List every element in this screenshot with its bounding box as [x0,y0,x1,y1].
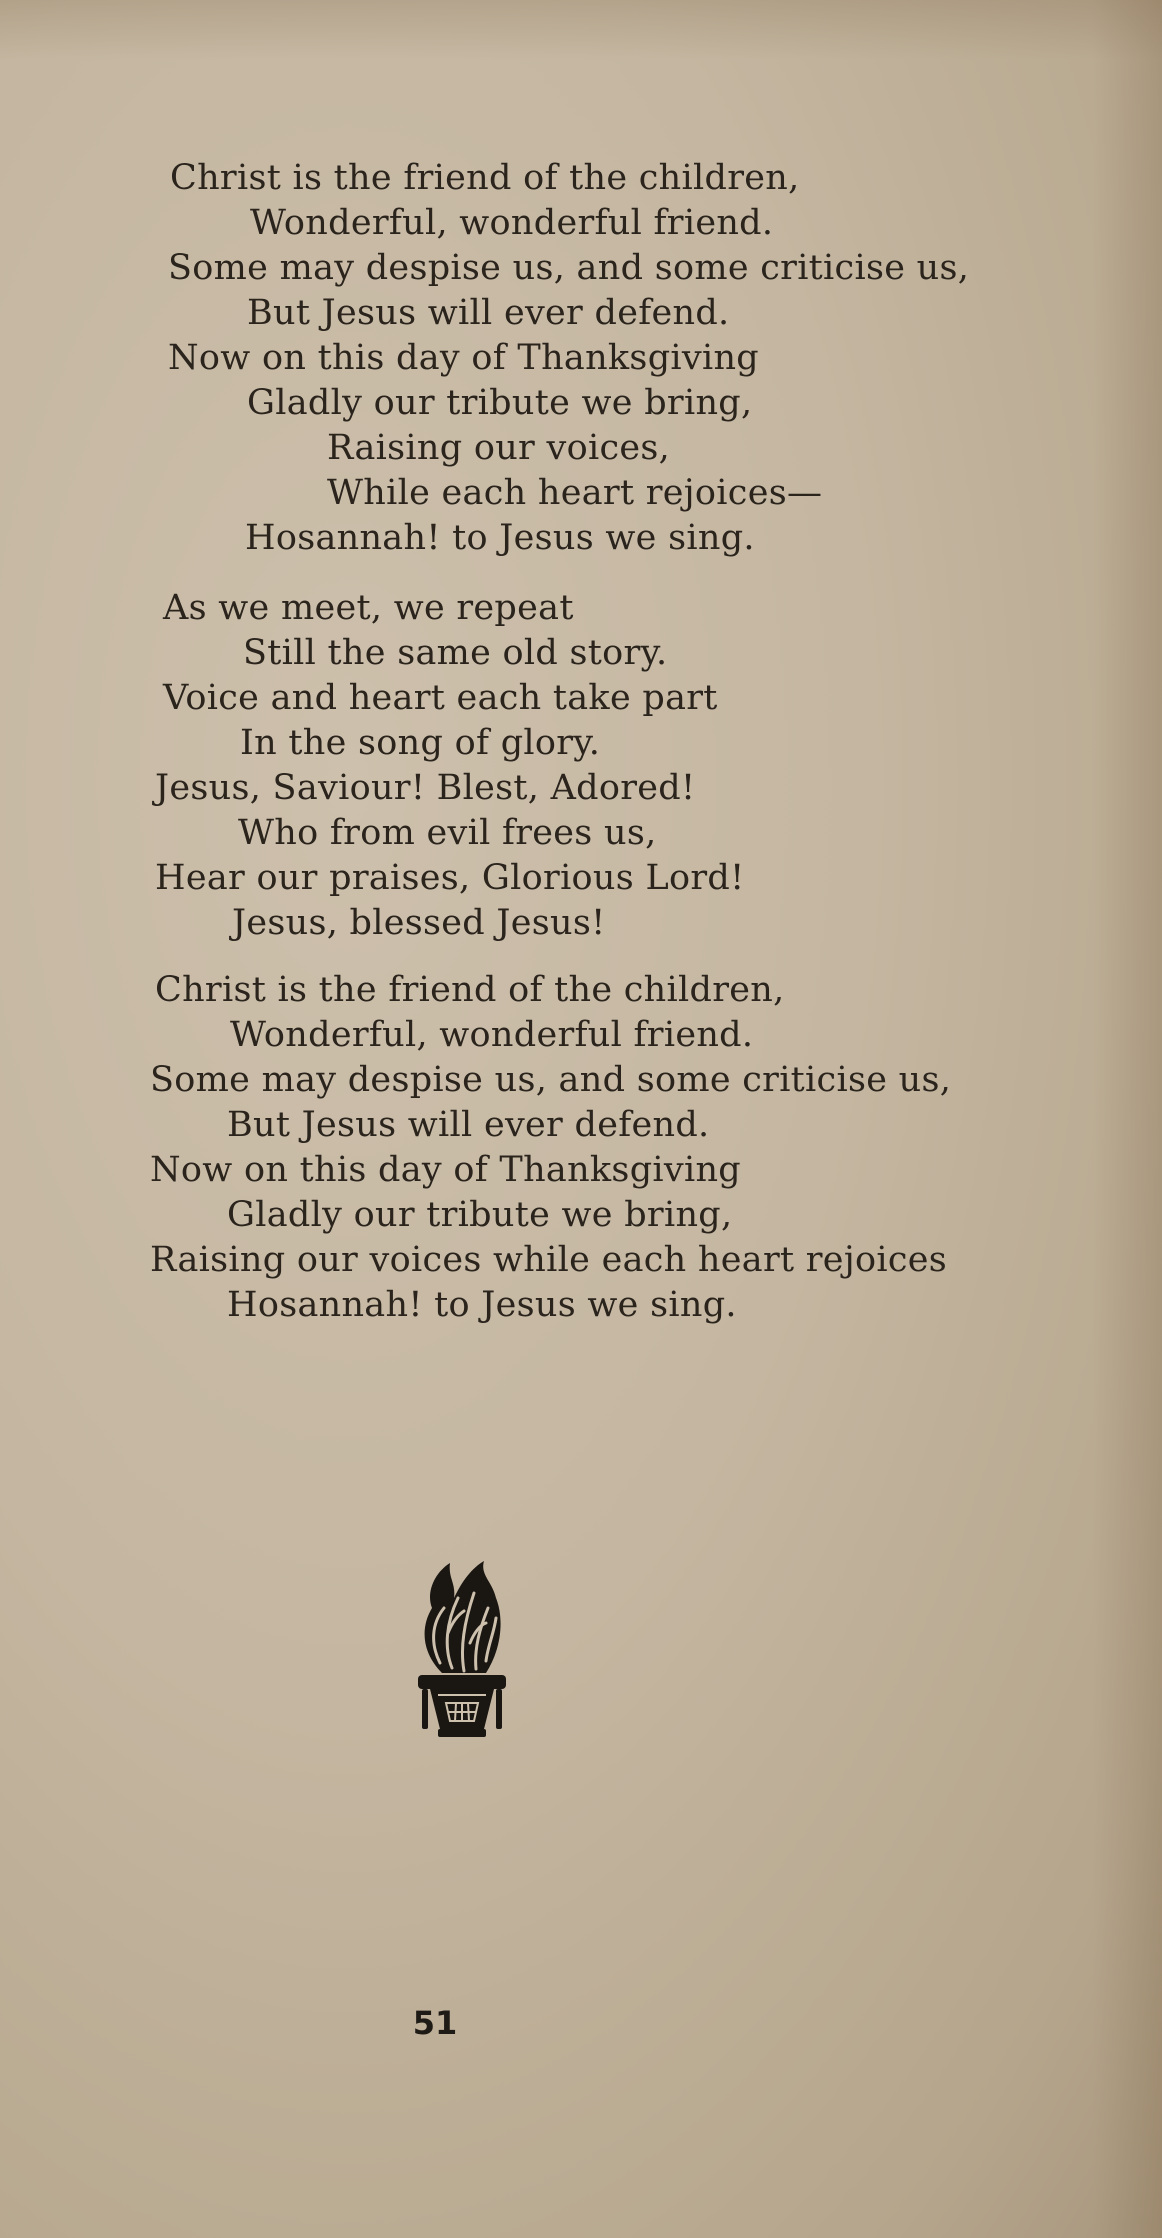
stanza-line: But Jesus will ever defend. [227,1105,710,1145]
page-shadow-right [1092,0,1162,2238]
stanza-line: Who from evil frees us, [238,813,657,853]
stanza-line: Jesus, Saviour! Blest, Adored! [155,768,696,808]
stanza-line: Hosannah! to Jesus we sing. [245,518,755,558]
stanza-line: Now on this day of Thanksgiving [150,1150,742,1190]
torch-flame-icon [412,1553,512,1743]
stanza-line: Hear our praises, Glorious Lord! [155,858,745,898]
page-shadow-top [0,0,1162,60]
stanza-line: Wonderful, wonderful friend. [230,1015,754,1055]
stanza-line: Christ is the friend of the children, [170,158,800,198]
stanza-line: In the song of glory. [240,723,601,763]
stanza-line: Still the same old story. [243,633,668,673]
stanza-line: Voice and heart each take part [163,678,718,718]
stanza-line: Some may despise us, and some criticise us, [168,248,970,288]
stanza-line: Gladly our tribute we bring, [247,383,753,423]
stanza-line: Now on this day of Thanksgiving [168,338,760,378]
stanza-line: Hosannah! to Jesus we sing. [227,1285,737,1325]
stanza-line: Some may despise us, and some criticise us, [150,1060,952,1100]
stanza-line: Raising our voices while each heart rejoices [150,1240,948,1280]
stanza-line: Gladly our tribute we bring, [227,1195,733,1235]
stanza-line: Jesus, blessed Jesus! [232,903,606,943]
stanza-line: Raising our voices, [327,428,671,468]
stanza-line: But Jesus will ever defend. [247,293,730,333]
stanza-line: While each heart rejoices— [327,473,823,513]
stanza-line: Wonderful, wonderful friend. [250,203,774,243]
stanza-line: As we meet, we repeat [163,588,574,628]
page-number: 51 [412,2004,458,2042]
stanza-line: Christ is the friend of the children, [155,970,785,1010]
